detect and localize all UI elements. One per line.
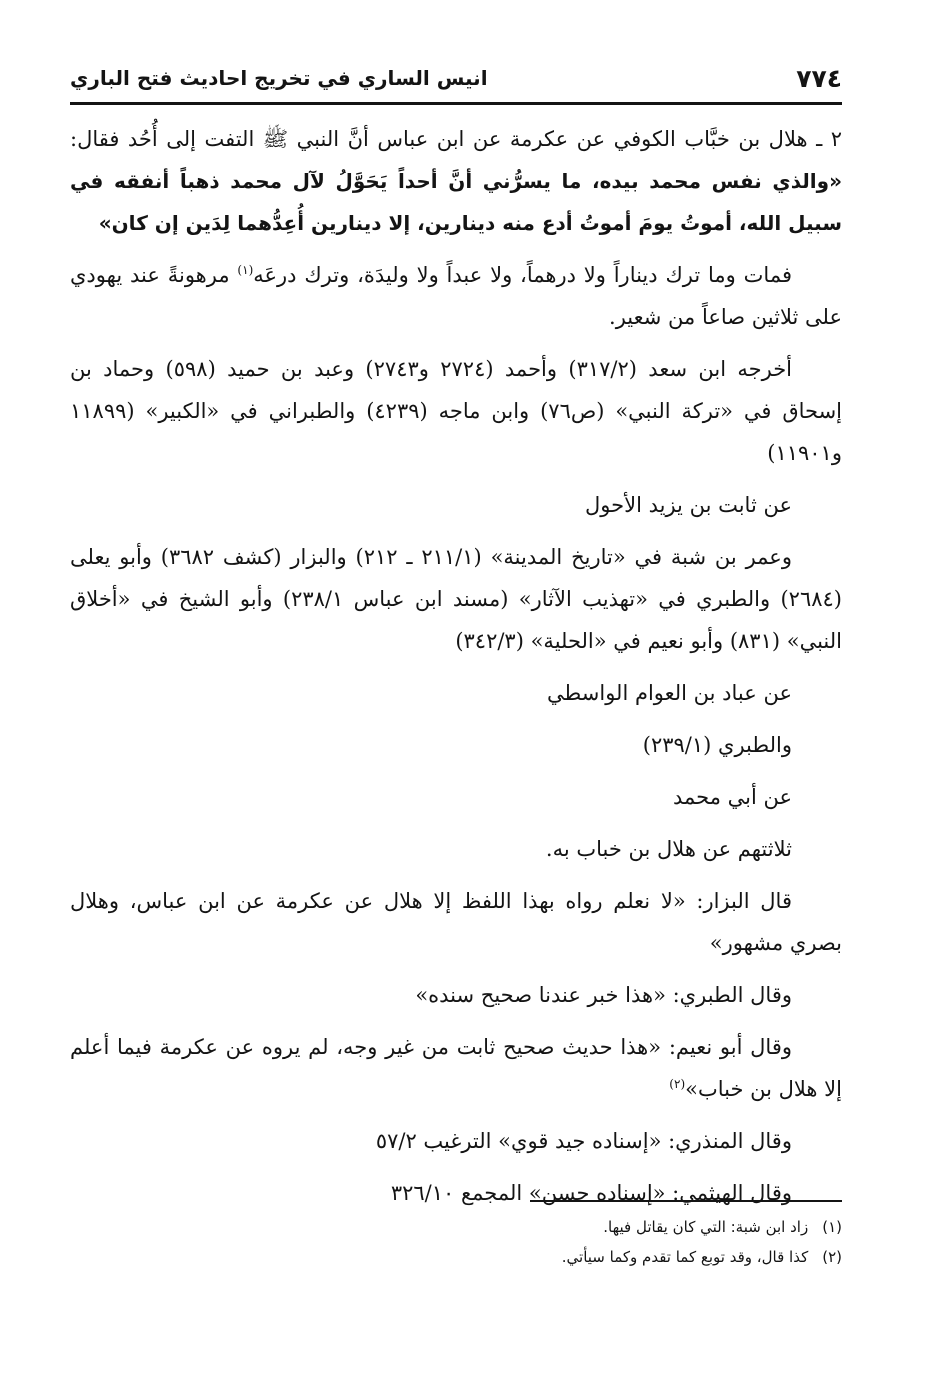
narration-text: فمات وما ترك ديناراً ولا درهماً، ولا عبداً ولا وليدَة، وترك درعَه bbox=[253, 263, 792, 287]
footnote-text: كذا قال، وقد توبع كما تقدم وكما سيأتي. bbox=[561, 1248, 809, 1266]
hadith-intro: هلال بن خبَّاب الكوفي عن عكرمة عن ابن عباس أنَّ النبي ﷺ التفت إلى أُحُد فقال: bbox=[70, 127, 808, 151]
footnote-marker: (١) bbox=[822, 1218, 842, 1236]
chain-text: عن ثابت بن يزيد الأحول bbox=[585, 493, 792, 517]
running-title: انيس الساري في تخريج احاديث فتح الباري bbox=[70, 66, 488, 90]
chain-text: ثلاثتهم عن هلال بن خباب به. bbox=[545, 837, 792, 861]
comment-text: وقال أبو نعيم: «هذا حديث صحيح ثابت من غير وجه، لم يروه عن عكرمة فيما أعلم إلا هلال بن خباب» bbox=[70, 1035, 842, 1101]
comment-text: وقال الهيثمي: «إسناده حسن» المجمع ٣٢٦/١٠ bbox=[390, 1181, 792, 1205]
hadith-paragraph bbox=[70, 118, 842, 244]
takhrij-line bbox=[70, 724, 842, 766]
footnote bbox=[70, 1242, 842, 1272]
footnote-rule bbox=[530, 1200, 842, 1202]
chain-line bbox=[70, 828, 842, 870]
narration-text-tail: مرهونةً عند يهودي على ثلاثين صاعاً من شعير. bbox=[70, 263, 842, 329]
footnotes bbox=[70, 1212, 842, 1272]
header-rule bbox=[70, 102, 842, 105]
comment-text: وقال المنذري: «إسناده جيد قوي» الترغيب ٥٧/٢ bbox=[375, 1129, 792, 1153]
scholar-comment bbox=[70, 974, 842, 1016]
comment-text: قال البزار: «لا نعلم رواه بهذا اللفظ إلا هلال عن عكرمة عن ابن عباس، وهلال بصري مشهور» bbox=[70, 889, 842, 955]
scholar-comment bbox=[70, 1026, 842, 1110]
chain-line bbox=[70, 776, 842, 818]
takhrij-paragraph bbox=[70, 536, 842, 662]
footnote-reference: (٢) bbox=[669, 1077, 686, 1091]
footnote bbox=[70, 1212, 842, 1242]
scholar-comment bbox=[70, 1120, 842, 1162]
hadith-number: ٢ ـ bbox=[816, 127, 842, 151]
footnote-marker: (٢) bbox=[822, 1248, 842, 1266]
footnote-text: زاد ابن شبة: التي كان يقاتل فيها. bbox=[603, 1218, 809, 1236]
takhrij-text: والطبري (٢٣٩/١) bbox=[642, 733, 792, 757]
page-header bbox=[70, 56, 842, 100]
chain-text: عن عباد بن العوام الواسطي bbox=[547, 681, 792, 705]
scholar-comment bbox=[70, 1172, 842, 1214]
narration-paragraph bbox=[70, 254, 842, 338]
takhrij-text: أخرجه ابن سعد (٣١٧/٢) وأحمد (٢٧٢٤ و٢٧٤٣) وعبد بن حميد (٥٩٨) وحماد بن إسحاق في «تركة النبي» (ص٧٦) وابن ماجه (٤٢٣٩) والطبراني في «الكبير» (١١٨٩٩ و١١٩٠١) bbox=[70, 357, 843, 465]
scholar-comment bbox=[70, 880, 842, 964]
main-text bbox=[70, 118, 842, 1224]
takhrij-paragraph bbox=[70, 348, 842, 474]
chain-line bbox=[70, 484, 842, 526]
footnote-reference: (١) bbox=[237, 263, 254, 277]
chain-line bbox=[70, 672, 842, 714]
hadith-quote: «والذي نفس محمد بيده، ما يسرُّني أنَّ أحداً يَحَوَّلُ لآل محمد ذهباً أنفقه في سبيل الله، أموتُ يومَ أموتُ أدع منه دينارين، إلا دينارين أُعِدُّهما لِدَين إن كان» bbox=[70, 169, 842, 235]
chain-text: عن أبي محمد bbox=[672, 785, 792, 809]
comment-text: وقال الطبري: «هذا خبر عندنا صحيح سنده» bbox=[415, 983, 792, 1007]
page-number: ٧٧٤ bbox=[796, 63, 842, 93]
takhrij-text: وعمر بن شبة في «تاريخ المدينة» (٢١١/١ ـ ٢١٢) والبزار (كشف ٣٦٨٢) وأبو يعلى (٢٦٨٤) والطبري في «تهذيب الآثار» (مسند ابن عباس ٢٣٨/١) وأبو الشيخ في «أخلاق النبي» (٨٣١) وأبو نعيم في «الحلية» (٣٤٢/٣) bbox=[70, 545, 842, 653]
